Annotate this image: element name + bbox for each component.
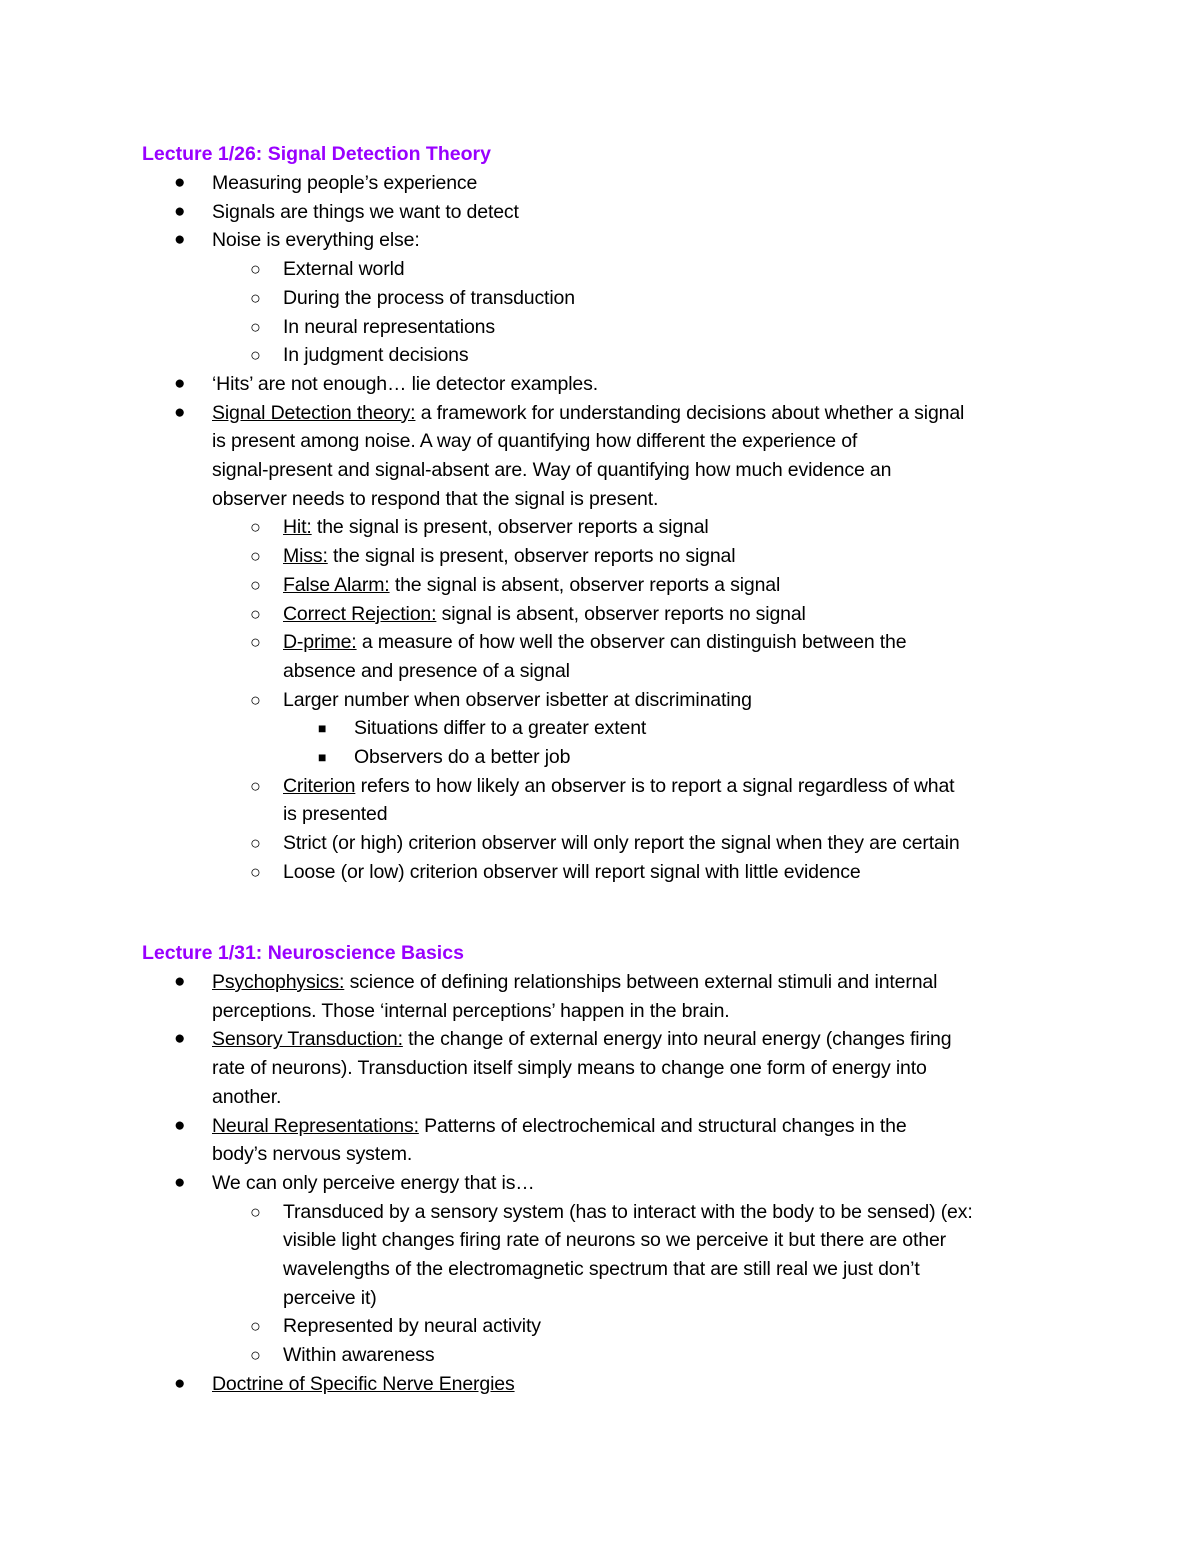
list-item-d-prime xyxy=(0,628,1200,685)
bullet-disc-icon: ● xyxy=(174,1372,186,1394)
item-text: wavelengths of the electromagnetic spectrum that are still real we just don’t xyxy=(283,1258,920,1281)
list-item-miss xyxy=(0,542,1200,571)
term-signal-detection-theory: Signal Detection theory: xyxy=(212,401,416,424)
item-text: Larger number when observer isbetter at discriminating xyxy=(283,688,752,711)
item-text: In judgment decisions xyxy=(283,344,469,367)
term-psychophysics: Psychophysics: xyxy=(212,971,345,993)
bullet-circle-icon: ○ xyxy=(250,689,261,710)
bullet-circle-icon: ○ xyxy=(250,1201,261,1222)
item-text: Loose (or low) criterion observer will report signal with little evidence xyxy=(283,860,861,883)
term-hit: Hit: xyxy=(283,516,312,539)
section1-list xyxy=(0,169,1200,887)
bullet-circle-icon: ○ xyxy=(250,833,261,854)
item-text: the change of external energy into neural energy (changes firing xyxy=(402,1028,952,1051)
bullet-circle-icon: ○ xyxy=(250,546,261,567)
list-item xyxy=(0,169,1200,198)
item-text: visible light changes firing rate of neurons so we perceive it but there are other xyxy=(283,1229,946,1252)
item-text: body’s nervous system. xyxy=(212,1143,413,1166)
bullet-circle-icon: ○ xyxy=(250,345,261,366)
bullet-square-icon: ■ xyxy=(318,749,327,766)
item-text: is presented xyxy=(283,803,388,826)
list-item xyxy=(0,1341,1200,1370)
item-text: Signals are things we want to detect xyxy=(212,200,519,223)
bullet-circle-icon: ○ xyxy=(250,316,261,337)
item-text: Measuring people’s experience xyxy=(212,172,478,194)
item-text: science of defining relationships between external stimuli and internal xyxy=(344,971,938,993)
item-text: Situations differ to a greater extent xyxy=(354,717,647,740)
list-item xyxy=(0,858,1200,887)
list-item xyxy=(0,284,1200,313)
bullet-circle-icon: ○ xyxy=(250,632,261,653)
item-text: Within awareness xyxy=(283,1344,435,1367)
item-text: the signal is present, observer reports a signal xyxy=(311,516,709,539)
bullet-circle-icon: ○ xyxy=(250,574,261,595)
item-text: a measure of how well the observer can distinguish between the xyxy=(356,631,907,654)
item-text: In neural representations xyxy=(283,315,495,338)
section-heading-neuroscience-basics: Lecture 1/31: Neuroscience Basics xyxy=(142,942,464,964)
bullet-disc-icon: ● xyxy=(174,401,186,423)
bullet-square-icon: ■ xyxy=(318,720,327,737)
bullet-circle-icon: ○ xyxy=(250,775,261,796)
term-miss: Miss: xyxy=(283,545,328,568)
list-item xyxy=(0,1169,1200,1198)
list-item xyxy=(0,226,1200,255)
term-false-alarm: False Alarm: xyxy=(283,573,390,596)
bullet-disc-icon: ● xyxy=(174,229,186,251)
section-heading-signal-detection: Lecture 1/26: Signal Detection Theory xyxy=(142,143,491,165)
list-item xyxy=(0,255,1200,284)
bullet-disc-icon: ● xyxy=(174,1028,186,1050)
list-item xyxy=(0,829,1200,858)
item-text: Patterns of electrochemical and structural changes in the xyxy=(418,1114,907,1137)
item-text: During the process of transduction xyxy=(283,286,575,309)
bullet-disc-icon: ● xyxy=(174,1114,186,1136)
list-item-neural-representations xyxy=(0,1112,1200,1169)
item-text: refers to how likely an observer is to report a signal regardless of what xyxy=(355,774,955,797)
bullet-circle-icon: ○ xyxy=(250,1316,261,1337)
bullet-circle-icon: ○ xyxy=(250,259,261,280)
item-text: Observers do a better job xyxy=(354,746,571,769)
item-text: Noise is everything else: xyxy=(212,229,420,252)
term-d-prime: D-prime: xyxy=(283,631,357,654)
bullet-circle-icon: ○ xyxy=(250,287,261,308)
bullet-disc-icon: ● xyxy=(174,372,186,394)
list-item-correct-rejection xyxy=(0,600,1200,629)
item-text: absence and presence of a signal xyxy=(283,659,570,682)
bullet-disc-icon: ● xyxy=(174,971,186,992)
item-text: perceive it) xyxy=(283,1286,377,1309)
list-item xyxy=(0,714,1200,743)
item-text: External world xyxy=(283,258,405,281)
list-item-signal-detection-theory xyxy=(0,399,1200,514)
term-sensory-transduction: Sensory Transduction: xyxy=(212,1028,403,1051)
item-text: another. xyxy=(212,1085,282,1108)
item-text: a framework for understanding decisions about whether a signal xyxy=(415,401,965,424)
section2-list xyxy=(0,968,1200,1399)
list-item-hit xyxy=(0,513,1200,542)
term-criterion: Criterion xyxy=(283,774,356,797)
term-correct-rejection: Correct Rejection: xyxy=(283,602,437,625)
list-item xyxy=(0,686,1200,715)
item-text: Strict (or high) criterion observer will only report the signal when they are certain xyxy=(283,832,960,855)
bullet-circle-icon: ○ xyxy=(250,861,261,882)
bullet-circle-icon: ○ xyxy=(250,517,261,538)
bullet-circle-icon: ○ xyxy=(250,603,261,624)
list-item xyxy=(0,370,1200,399)
list-item-psychophysics xyxy=(0,968,1200,1025)
list-item-sensory-transduction xyxy=(0,1025,1200,1111)
item-text: Represented by neural activity xyxy=(283,1315,541,1338)
bullet-circle-icon: ○ xyxy=(250,1345,261,1366)
list-item xyxy=(0,313,1200,342)
item-text: Transduced by a sensory system (has to interact with the body to be sensed) (ex: xyxy=(283,1200,973,1223)
list-item xyxy=(0,198,1200,227)
item-text: We can only perceive energy that is… xyxy=(212,1171,535,1194)
item-text: rate of neurons). Transduction itself simply means to change one form of energy into xyxy=(212,1057,927,1080)
term-neural-representations: Neural Representations: xyxy=(212,1114,419,1137)
term-doctrine-of-specific-nerve-energies: Doctrine of Specific Nerve Energies xyxy=(212,1372,515,1395)
item-text: ‘Hits’ are not enough… lie detector examples. xyxy=(212,372,598,395)
list-item-false-alarm xyxy=(0,571,1200,600)
bullet-disc-icon: ● xyxy=(174,172,186,193)
list-item xyxy=(0,341,1200,370)
bullet-disc-icon: ● xyxy=(174,200,186,222)
list-item-criterion xyxy=(0,772,1200,829)
bullet-disc-icon: ● xyxy=(174,1171,186,1193)
item-text: is present among noise. A way of quantifying how different the experience of xyxy=(212,430,858,453)
item-text: the signal is present, observer reports no signal xyxy=(327,545,736,568)
item-text: the signal is absent, observer reports a signal xyxy=(389,573,781,596)
item-text: observer needs to respond that the signal is present. xyxy=(212,487,659,510)
list-item xyxy=(0,1312,1200,1341)
item-text: signal-present and signal-absent are. Way of quantifying how much evidence an xyxy=(212,459,892,482)
item-text: perceptions. Those ‘internal perceptions’ happen in the brain. xyxy=(212,999,730,1022)
list-item-doctrine xyxy=(0,1370,1200,1399)
item-text: signal is absent, observer reports no signal xyxy=(436,602,806,625)
list-item xyxy=(0,743,1200,772)
list-item-transduced xyxy=(0,1198,1200,1313)
